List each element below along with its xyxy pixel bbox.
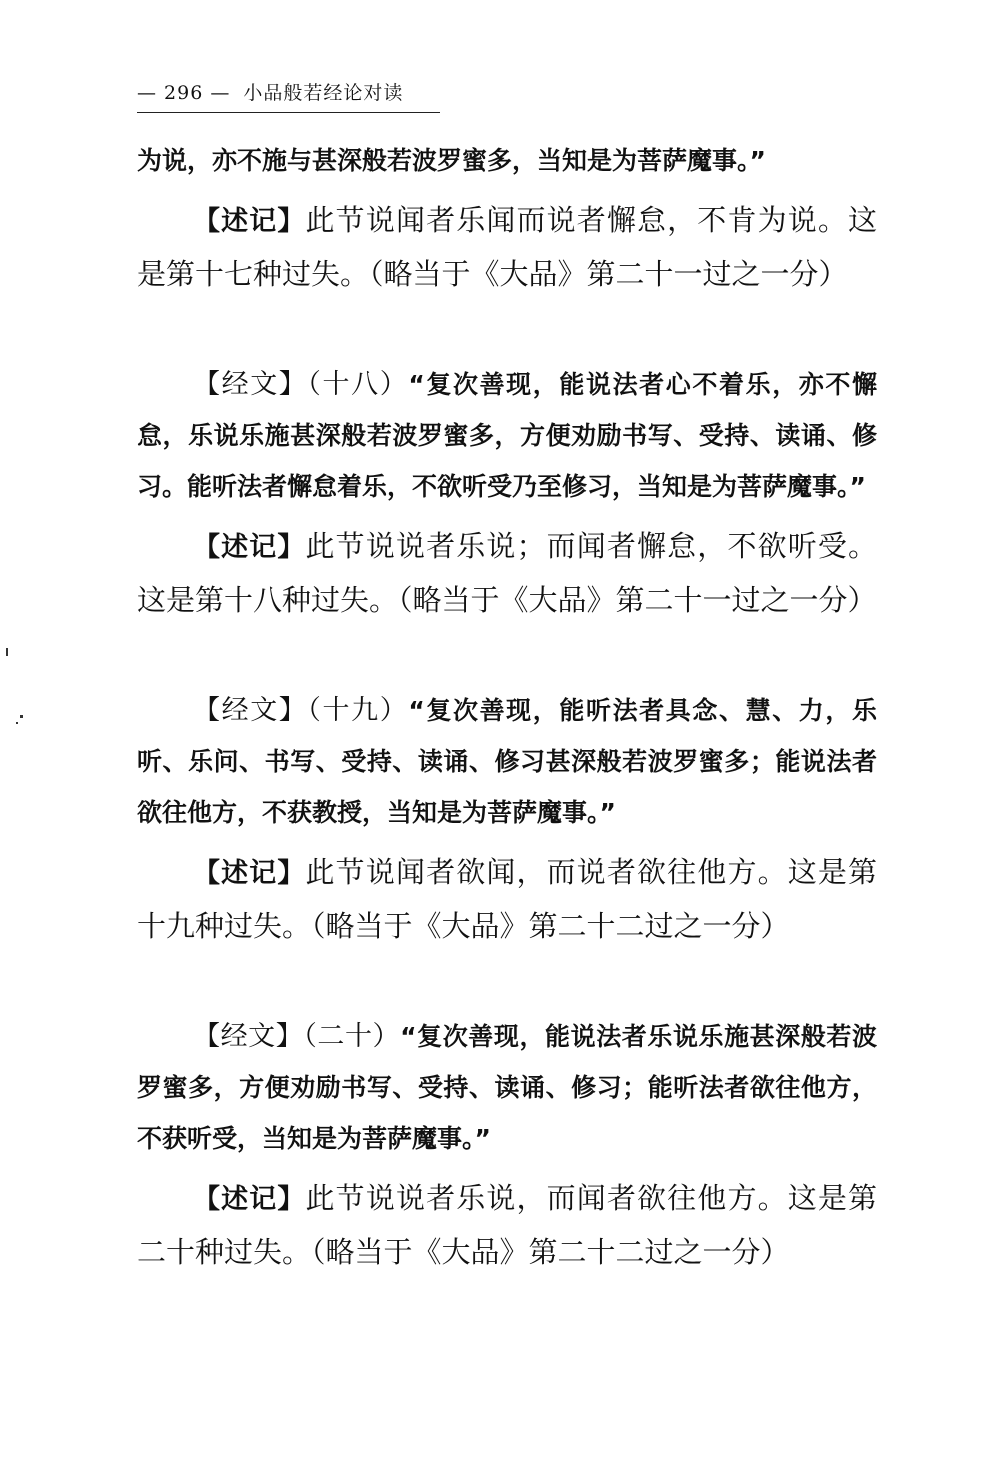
commentary-text: 此节说闻者欲闻，而说者欲往他方。这是第十九种过失。（略当于《大品》第二十二过之一分） (137, 855, 877, 943)
commentary-text: 此节说闻者乐闻而说者懈怠，不肯为说。这是第十七种过失。（略当于《大品》第二十一过之一分） (137, 203, 877, 291)
sutra-text: “复次善现，能说法者乐说乐施甚深般若波罗蜜多，方便劝励书写、受持、读诵、修习；能听法者欲往他方，不获听受，当知是为菩萨魔事。” (137, 1022, 878, 1153)
sutra-tag: 【经文】（十八） (193, 369, 409, 400)
commentary-tag: 【述记】 (193, 858, 306, 889)
sutra-paragraph-continued (137, 135, 877, 186)
commentary-text: 此节说说者乐说；而闻者懈怠，不欲听受。这是第十八种过失。（略当于《大品》第二十一过之一分） (137, 529, 877, 617)
commentary-tag: 【述记】 (193, 1184, 306, 1215)
sutra-text: 为说，亦不施与甚深般若波罗蜜多，当知是为菩萨魔事。” (137, 146, 766, 175)
commentary-paragraph-19 (137, 846, 877, 953)
header-rule (137, 112, 440, 113)
commentary-tag: 【述记】 (193, 532, 306, 563)
commentary-tag: 【述记】 (193, 206, 306, 237)
scan-speck (20, 715, 23, 718)
running-header (137, 74, 877, 114)
sutra-paragraph-19 (137, 685, 877, 838)
commentary-paragraph-17 (137, 194, 877, 301)
header-line (137, 78, 403, 105)
book-title: 小品般若经论对读 (243, 82, 404, 104)
commentary-paragraph-18 (137, 520, 877, 627)
commentary-text: 此节说说者乐说，而闻者欲往他方。这是第二十种过失。（略当于《大品》第二十二过之一分） (137, 1181, 877, 1269)
page-body (137, 135, 877, 1279)
sutra-text: “复次善现，能听法者具念、慧、力，乐听、乐问、书写、受持、读诵、修习甚深般若波罗蜜多；能说法者欲往他方，不获教授，当知是为菩萨魔事。” (137, 696, 878, 827)
sutra-tag: 【经文】（二十） (193, 1021, 401, 1052)
sutra-paragraph-18 (137, 359, 877, 512)
scan-speck (6, 648, 8, 656)
sutra-paragraph-20 (137, 1011, 877, 1164)
scan-speck (16, 722, 18, 724)
sutra-tag: 【经文】（十九） (193, 695, 409, 726)
page-number: — 296 — (137, 82, 231, 104)
commentary-paragraph-20 (137, 1172, 877, 1279)
sutra-text: “复次善现，能说法者心不着乐，亦不懈怠，乐说乐施甚深般若波罗蜜多，方便劝励书写、受持、读诵、修习。能听法者懈怠着乐，不欲听受乃至修习，当知是为菩萨魔事。” (137, 370, 878, 501)
